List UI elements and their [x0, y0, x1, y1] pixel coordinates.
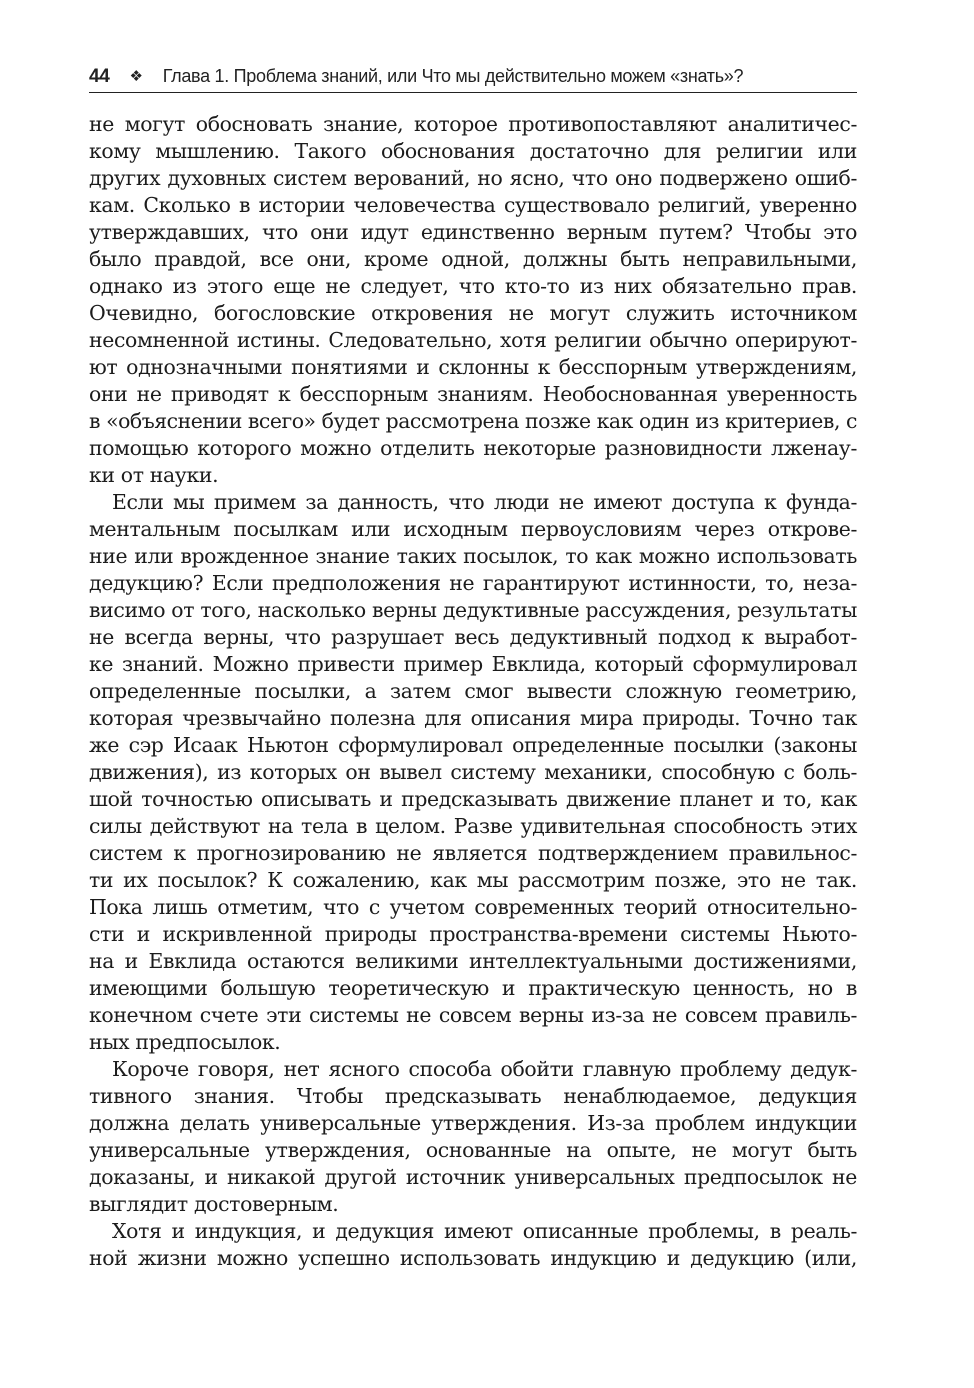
text-line: висимо от того, насколько верны дедуктивные рассуждения, результаты [89, 598, 857, 622]
text-line: не могут обосновать знание, которое противопоставляют аналитичес- [89, 112, 857, 136]
text-line: утверждавших, что они идут единственно верным путем? Чтобы это [89, 220, 857, 244]
paragraph [89, 1218, 857, 1272]
text-line: на и Евклида остаются великими интеллектуальными достижениями, [89, 949, 857, 973]
text-line: ных предпосылок. [89, 1030, 281, 1054]
text-line: было правдой, все они, кроме одной, должны быть неправильными, [89, 247, 857, 271]
text-line: конечном счете эти системы не совсем верны из-за не совсем правиль- [89, 1003, 857, 1027]
text-line: систем к прогнозированию не является подтверждением правильнос- [89, 841, 857, 865]
paragraph [89, 1056, 857, 1218]
text-line: выглядит достоверным. [89, 1192, 339, 1216]
book-page [89, 66, 857, 1272]
text-line: Короче говоря, нет ясного способа обойти главную проблему дедук- [112, 1057, 857, 1081]
text-line: ной жизни можно успешно использовать индукцию и дедукцию (или, [89, 1246, 857, 1270]
paragraph [89, 489, 857, 1056]
text-line: однако из этого еще не следует, что кто-то из них обязательно прав. [89, 274, 857, 298]
body-text [89, 111, 857, 1272]
text-line: ментальным посылкам или исходным первоусловиям через открове- [89, 517, 857, 541]
text-line: Пока лишь отметим, что с учетом современных теорий относительно- [89, 895, 857, 919]
text-line: дедукцию? Если предположения не гарантируют истинности, то, неза- [89, 571, 857, 595]
text-line: ки от науки. [89, 463, 219, 487]
text-line: тивного знания. Чтобы предсказывать ненаблюдаемое, дедукция [89, 1084, 857, 1108]
text-line: Очевидно, богословские откровения не могут служить источником [89, 301, 857, 325]
text-line: должна делать универсальные утверждения. Из-за проблем индукции [89, 1111, 857, 1135]
text-line: Если мы примем за данность, что люди не имеют доступа к фунда- [112, 490, 857, 514]
paragraph [89, 111, 857, 489]
text-line: других духовных систем верований, но ясно, что оно подвержено ошиб- [89, 166, 857, 190]
text-line: они не приводят к бесспорным знаниям. Необоснованная уверенность [89, 382, 857, 406]
running-head [89, 66, 857, 93]
text-line: доказаны, и никакой другой источник универсальных предпосылок не [89, 1165, 857, 1189]
text-line: определенные посылки, а затем смог вывести сложную геометрию, [89, 679, 857, 703]
text-line: несомненной истины. Следовательно, хотя религии обычно оперируют- [89, 328, 857, 352]
text-line: шой точностью описывать и предсказывать движение планет и то, как [89, 787, 857, 811]
ornament-icon: ❖ [129, 68, 143, 85]
text-line: которая чрезвычайно полезна для описания мира природы. Точно так [89, 706, 857, 730]
text-line: же сэр Исаак Ньютон сформулировал определенные посылки (законы [89, 733, 857, 757]
text-line: универсальные утверждения, основанные на опыте, не могут быть [89, 1138, 857, 1162]
text-line: кому мышлению. Такого обоснования достаточно для религии или [89, 139, 857, 163]
text-line: Хотя и индукция, и дедукция имеют описанные проблемы, в реаль- [112, 1219, 857, 1243]
text-line: ние или врожденное знание таких посылок, то как можно использовать [89, 544, 857, 568]
text-line: помощью которого можно отделить некоторые разновидности лженау- [89, 436, 857, 460]
text-line: не всегда верны, что разрушает весь дедуктивный подход к выработ- [89, 625, 857, 649]
text-line: силы действуют на тела в целом. Разве удивительная способность этих [89, 814, 857, 838]
text-line: ют однозначными понятиями и склонны к бесспорным утверждениям, [89, 355, 857, 379]
text-line: ти их посылок? К сожалению, как мы рассмотрим позже, это не так. [89, 868, 857, 892]
text-line: сти и искривленной природы пространства-времени системы Ньюто- [89, 922, 857, 946]
page-number: 44 [89, 66, 110, 87]
text-line: движения), из которых он вывел систему механики, способную с боль- [89, 760, 857, 784]
chapter-title: Глава 1. Проблема знаний, или Что мы действительно можем «знать»? [162, 66, 744, 86]
text-line: в «объяснении всего» будет рассмотрена позже как один из критериев, с [89, 409, 857, 433]
text-line: имеющими большую теоретическую и практическую ценность, но в [89, 976, 857, 1000]
text-line: ке знаний. Можно привести пример Евклида, который сформулировал [89, 652, 857, 676]
text-line: кам. Сколько в истории человечества существовало религий, уверенно [89, 193, 857, 217]
